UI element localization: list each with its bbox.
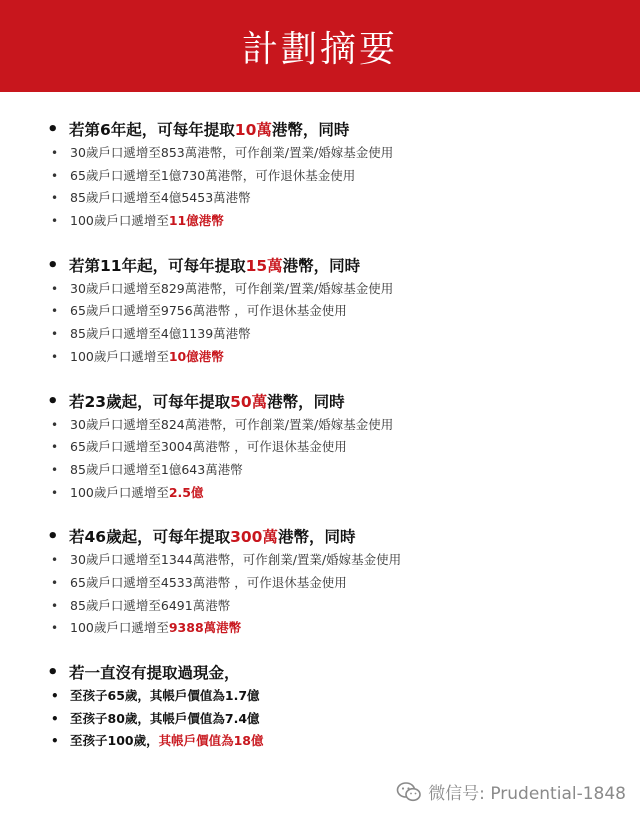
list-item: • 85歲戶口遞增至4億5453萬港幣 — [45, 187, 640, 210]
list-item: • 30歲戶口遞增至824萬港幣，可作創業/置業/婚嫁基金使用 — [45, 414, 640, 437]
wechat-watermark — [396, 779, 626, 804]
list-item: • 65歲戶口遞增至9756萬港幣 ，可作退休基金使用 — [45, 300, 640, 323]
list-item: • 85歲戶口遞增至1億643萬港幣 — [45, 459, 640, 482]
list-item: • 30歲戶口遞增至853萬港幣，可作創業/置業/婚嫁基金使用 — [45, 142, 640, 165]
section-heading: • 若46歲起，可每年提取300萬港幣，同時 — [45, 525, 640, 549]
section-heading: • 若23歲起，可每年提取50萬港幣，同時 — [45, 390, 640, 414]
plan-summary — [0, 118, 640, 753]
list-item: • 30歲戶口遞增至829萬港幣，可作創業/置業/婚嫁基金使用 — [45, 278, 640, 301]
section-heading: • 若一直沒有提取過現金， — [45, 661, 640, 685]
list-item: • 100歲戶口遞增至9388萬港幣 — [45, 617, 640, 640]
list-item: • 65歲戶口遞增至1億730萬港幣，可作退休基金使用 — [45, 165, 640, 188]
section-heading: • 若第6年起，可每年提取10萬港幣，同時 — [45, 118, 640, 142]
watermark-text: 微信号: Prudential-1848 — [428, 784, 626, 804]
no-withdrawal-section — [45, 661, 640, 753]
plan-section — [45, 118, 640, 233]
list-item: • 100歲戶口遞增至10億港幣 — [45, 346, 640, 369]
plan-section — [45, 390, 640, 505]
list-item: • 至孩子80歲，其帳戶價值為7.4億 — [45, 708, 640, 731]
plan-section — [45, 254, 640, 369]
list-item: • 85歲戶口遞增至4億1139萬港幣 — [45, 323, 640, 346]
wechat-icon — [396, 781, 422, 803]
list-item: • 100歲戶口遞增至2.5億 — [45, 482, 640, 505]
plan-section — [45, 525, 640, 640]
header-banner — [0, 0, 640, 92]
section-heading: • 若第11年起，可每年提取15萬港幣，同時 — [45, 254, 640, 278]
page-title: 計劃摘要 — [241, 28, 398, 70]
list-item: • 65歲戶口遞增至3004萬港幣 ，可作退休基金使用 — [45, 436, 640, 459]
list-item: • 65歲戶口遞增至4533萬港幣 ，可作退休基金使用 — [45, 572, 640, 595]
list-item: • 30歲戶口遞增至1344萬港幣，可作創業/置業/婚嫁基金使用 — [45, 549, 640, 572]
list-item: • 至孩子65歲，其帳戶價值為1.7億 — [45, 685, 640, 708]
list-item: • 至孩子100歲，其帳戶價值為18億 — [45, 730, 640, 753]
list-item: • 85歲戶口遞增至6491萬港幣 — [45, 595, 640, 618]
list-item: • 100歲戶口遞增至11億港幣 — [45, 210, 640, 233]
